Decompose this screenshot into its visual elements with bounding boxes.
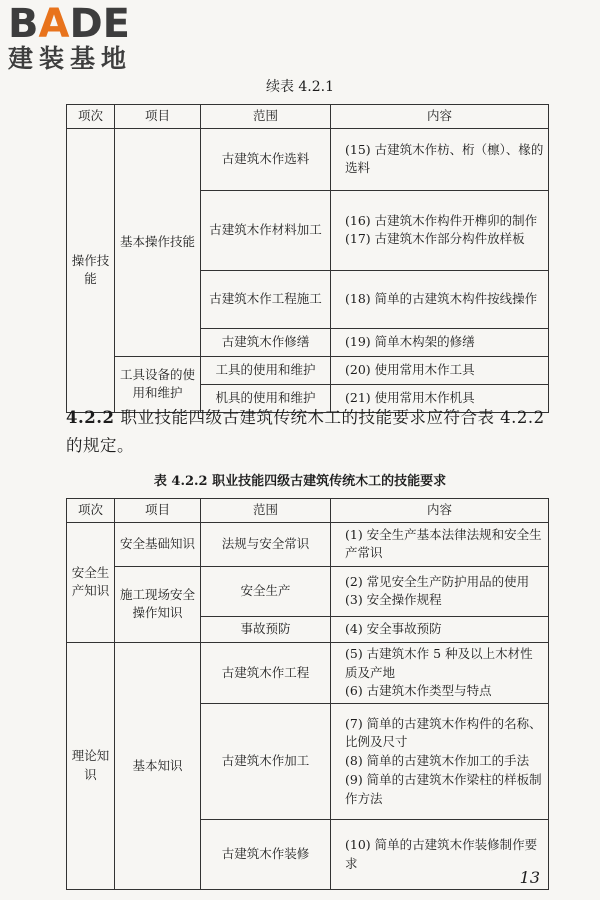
project-cell: 安全基础知识 — [115, 522, 201, 566]
content-cell: (19) 简单木构架的修缮 — [331, 328, 549, 356]
project-cell: 基本知识 — [115, 642, 201, 889]
table-row — [67, 642, 549, 703]
header-cell: 内容 — [331, 105, 549, 129]
project-cell: 基本操作技能 — [115, 128, 201, 356]
table-row — [67, 128, 549, 190]
header-cell: 项目 — [115, 499, 201, 523]
scope-cell: 法规与安全常识 — [201, 522, 331, 566]
content-cell: (4) 安全事故预防 — [331, 616, 549, 642]
content-cell: (2) 常见安全生产防护用品的使用 (3) 安全操作规程 — [331, 566, 549, 616]
table-row — [67, 522, 549, 566]
content-cell: (15) 古建筑木作枋、桁（檩）、椽的选料 — [331, 128, 549, 190]
content-cell: (5) 古建筑木作 5 种及以上木材性质及产地 (6) 古建筑木作类型与特点 — [331, 642, 549, 703]
table-row — [67, 356, 549, 384]
skills-table-4-2-2 — [66, 498, 549, 890]
content-cell: (16) 古建筑木作构件开榫卯的制作 (17) 古建筑木作部分构件放样板 — [331, 190, 549, 270]
header-cell: 范围 — [201, 499, 331, 523]
category-cell: 操作技能 — [67, 128, 115, 412]
scope-cell: 工具的使用和维护 — [201, 356, 331, 384]
project-cell: 工具设备的使用和维护 — [115, 356, 201, 412]
table-caption: 表 4.2.2 职业技能四级古建筑传统木工的技能要求 — [153, 474, 447, 489]
content-cell: (20) 使用常用木作工具 — [331, 356, 549, 384]
header-cell: 内容 — [331, 499, 549, 523]
header-cell: 项次 — [67, 499, 115, 523]
table-header-row — [67, 499, 549, 523]
clause-paragraph — [66, 404, 552, 460]
header-cell: 项目 — [115, 105, 201, 129]
logo-tagline: 建装基地 — [8, 44, 133, 73]
scope-cell: 古建筑木作修缮 — [201, 328, 331, 356]
project-cell: 施工现场安全操作知识 — [115, 566, 201, 642]
brand-logo — [8, 1, 178, 74]
scope-cell: 事故预防 — [201, 616, 331, 642]
table-header-row — [67, 105, 549, 129]
scope-cell: 机具的使用和维护 — [201, 384, 331, 412]
content-cell: (1) 安全生产基本法律法规和安全生产常识 — [331, 522, 549, 566]
skills-table-continued — [66, 104, 549, 413]
logo-wordmark: BADE — [8, 1, 130, 47]
clause-text: 职业技能四级古建筑传统木工的技能要求应符合表 4.2.2 的规定。 — [66, 408, 545, 455]
scope-cell: 古建筑木作选料 — [201, 128, 331, 190]
header-cell: 项次 — [67, 105, 115, 129]
scope-cell: 古建筑木作工程施工 — [201, 270, 331, 328]
page-number: 13 — [519, 868, 540, 887]
header-cell: 范围 — [201, 105, 331, 129]
scope-cell: 古建筑木作工程 — [201, 642, 331, 703]
table-continuation-caption: 续表 4.2.1 — [265, 79, 335, 95]
scope-cell: 安全生产 — [201, 566, 331, 616]
scope-cell: 古建筑木作材料加工 — [201, 190, 331, 270]
scope-cell: 古建筑木作装修 — [201, 820, 331, 890]
content-cell: (18) 简单的古建筑木构件按线操作 — [331, 270, 549, 328]
table-row — [67, 566, 549, 616]
content-cell: (21) 使用常用木作机具 — [331, 384, 549, 412]
content-cell: (10) 简单的古建筑木作装修制作要求 — [331, 820, 549, 890]
content-cell: (7) 简单的古建筑木作构件的名称、比例及尺寸 (8) 简单的古建筑木作加工的手法 (9) 简单的古建筑木作梁柱的样板制作方法 — [331, 704, 549, 820]
scope-cell: 古建筑木作加工 — [201, 704, 331, 820]
category-cell: 理论知识 — [67, 642, 115, 889]
category-cell: 安全生产知识 — [67, 522, 115, 642]
clause-number: 4.2.2 — [66, 408, 115, 427]
